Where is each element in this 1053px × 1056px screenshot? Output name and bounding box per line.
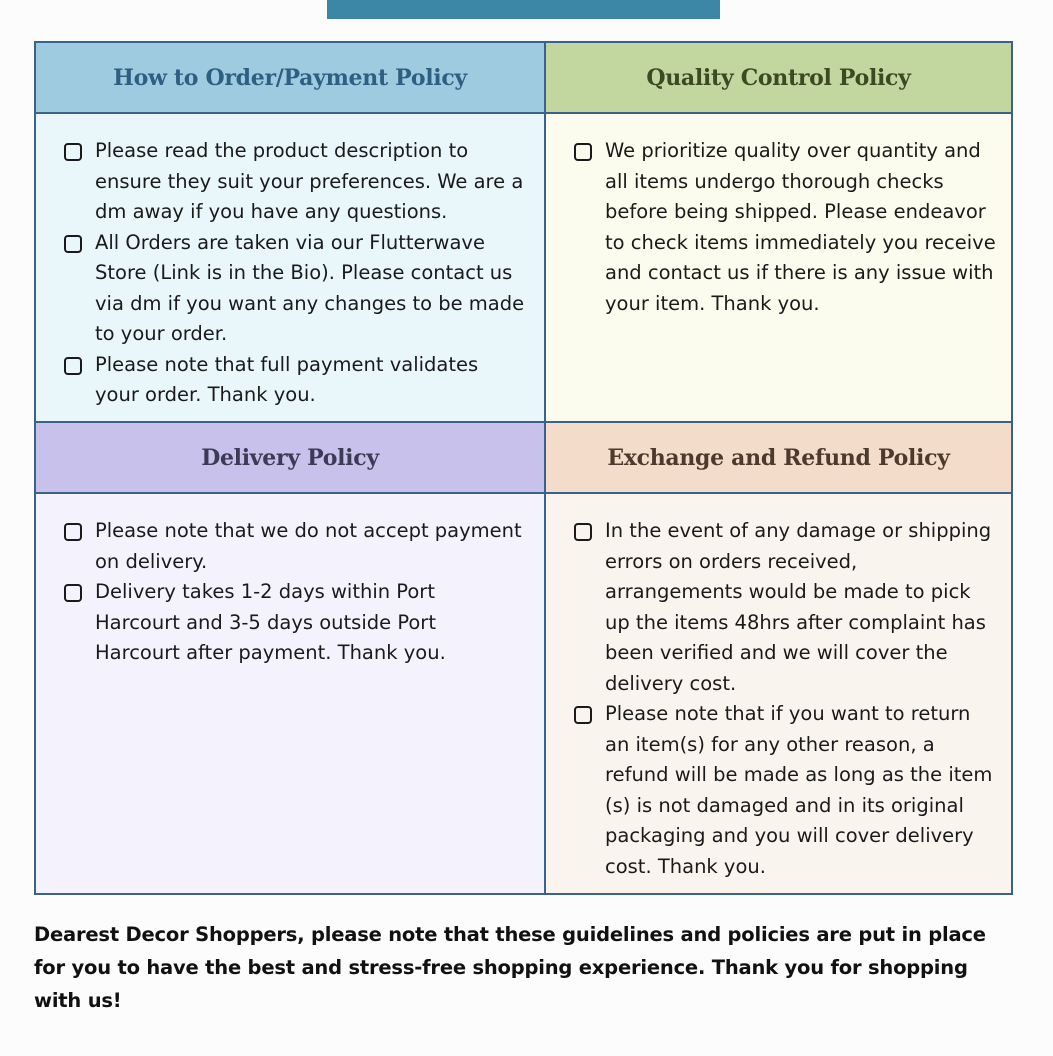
list-item — [64, 228, 544, 350]
order-policy-list — [36, 114, 544, 411]
order-policy-body — [36, 114, 546, 423]
list-item — [574, 699, 1011, 882]
list-item-text: In the event of any damage or shipping errors on orders received, arrangements would be made to pick up the items 48hrs after complaint has been verified and we will cover the delivery cost. — [605, 519, 992, 695]
list-item — [64, 136, 544, 228]
quality-policy-title: Quality Control Policy — [646, 64, 911, 91]
top-banner-bar — [327, 0, 720, 19]
exchange-policy-list — [546, 494, 1011, 882]
list-item-text: Please note that we do not accept payment on delivery. — [95, 519, 522, 573]
footer-note: Dearest Decor Shoppers, please note that these guidelines and policies are put in place for you to have the best and stress-free shopping experience. Thank you for shopping with us! — [34, 923, 986, 1012]
checkbox-icon — [64, 235, 82, 253]
delivery-policy-list — [36, 494, 544, 669]
exchange-policy-body — [546, 494, 1011, 893]
list-item — [574, 136, 1011, 319]
exchange-policy-header — [546, 423, 1011, 494]
delivery-policy-title: Delivery Policy — [201, 444, 379, 471]
checkbox-icon — [64, 143, 82, 161]
list-item-text: Delivery takes 1-2 days within Port Harcourt and 3-5 days outside Port Harcourt after payment. Thank you. — [95, 580, 446, 664]
quality-policy-header — [546, 43, 1011, 114]
checkbox-icon — [574, 143, 592, 161]
checkbox-icon — [574, 706, 592, 724]
exchange-policy-title: Exchange and Refund Policy — [607, 444, 950, 471]
quality-policy-body — [546, 114, 1011, 423]
list-item — [64, 516, 544, 577]
list-item — [574, 516, 1011, 699]
delivery-policy-header — [36, 423, 546, 494]
list-item — [64, 577, 544, 669]
policy-table — [34, 41, 1013, 895]
checkbox-icon — [64, 523, 82, 541]
list-item-text: We prioritize quality over quantity and all items undergo thorough checks before being shipped. Please endeavor to check items immediately you receive and contact us if there is any issue with your item. Thank you. — [605, 139, 996, 315]
order-policy-header — [36, 43, 546, 114]
checkbox-icon — [64, 584, 82, 602]
list-item-text: Please note that full payment validates your order. Thank you. — [95, 352, 479, 406]
checkbox-icon — [574, 523, 592, 541]
quality-policy-list — [546, 114, 1011, 319]
list-item-text: Please read the product description to ensure they suit your preferences. We are a dm away if you have any questions. — [95, 139, 524, 223]
list-item-text: Please note that if you want to return an item(s) for any other reason, a refund will be made as long as the item (s) is not damaged and in its original packaging and you will cover delivery cost. Thank you. — [605, 702, 993, 878]
order-policy-title: How to Order/Payment Policy — [113, 64, 467, 91]
list-item-text: All Orders are taken via our Flutterwave Store (Link is in the Bio). Please contact us via dm if you want any changes to be made to your order. — [95, 230, 525, 345]
list-item — [64, 350, 544, 411]
checkbox-icon — [64, 357, 82, 375]
delivery-policy-body — [36, 494, 546, 893]
